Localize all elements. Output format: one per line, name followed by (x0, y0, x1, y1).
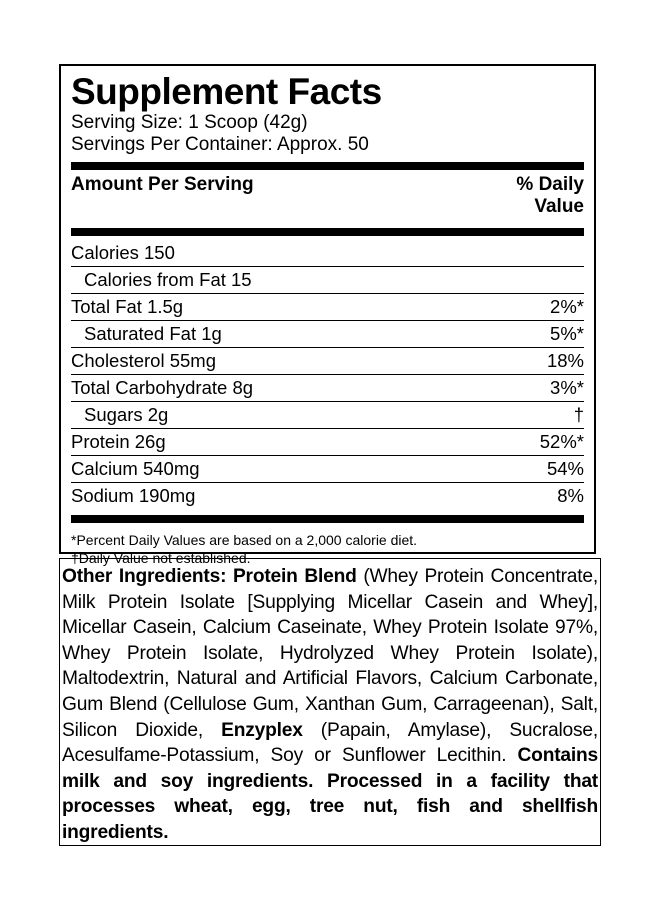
nutrient-label: Cholesterol 55mg (71, 350, 216, 371)
serving-size: Serving Size: 1 Scoop (42g) (71, 112, 308, 133)
ingredients-text-continued: (Papain, Amylase), Sucralose, Acesulfame-Potassium, Soy or Sunflower Lecithin. (62, 719, 598, 767)
nutrient-label: Sodium 190mg (71, 485, 196, 506)
nutrient-row-sugars (71, 402, 584, 429)
nutrient-row-calories (71, 240, 584, 267)
footnote-daily-values: *Percent Daily Values are based on a 2,000 calorie diet. (71, 532, 418, 548)
nutrient-label: Saturated Fat 1g (84, 323, 222, 344)
nutrient-row-calories-from-fat (71, 267, 584, 294)
other-ingredients-panel (59, 558, 601, 846)
nutrient-dv: 5%* (550, 323, 584, 344)
nutrient-dv: 3%* (550, 377, 584, 398)
ingredients-label: Other Ingredients: Protein Blend (62, 566, 357, 587)
nutrient-row-total-fat (71, 294, 584, 321)
nutrient-dv: 2%* (550, 296, 584, 317)
nutrient-label: Total Fat 1.5g (71, 296, 184, 317)
nutrient-row-protein (71, 429, 584, 456)
nutrient-label: Calories 150 (71, 242, 175, 263)
nutrient-label: Sugars 2g (84, 404, 169, 425)
nutrient-dv: 54% (546, 458, 584, 479)
amount-per-serving-header: Amount Per Serving (71, 174, 254, 195)
thick-divider-middle (71, 228, 584, 236)
facts-header-row (71, 174, 584, 222)
thick-divider-bottom (71, 515, 584, 523)
ingredients-text: (Whey Protein Concentrate, Milk Protein Isolate [Supplying Micellar Casein and Whey], Micellar Casein, Calcium Caseinate, Whey Protein Isolate 97%, Whey Protein Isolate, Hydrolyzed Whey Protein Isolate), Maltodextrin, Natural and Artificial Flavors, Calcium Carbonate, Gum Blend (Cellulose Gum, Xanthan Gum, Carrageenan), Salt, Silicon Dioxide, (62, 566, 598, 741)
enzyme-label: Enzyplex (221, 719, 303, 741)
nutrient-label: Calcium 540mg (71, 458, 200, 479)
daily-value-header-line2: Value (534, 196, 584, 217)
nutrient-dv: 8% (557, 485, 584, 506)
nutrient-dv: 52%* (539, 431, 584, 452)
nutrient-row-cholesterol (71, 348, 584, 375)
nutrient-row-calcium (71, 456, 584, 483)
allergen-statement: Contains milk and soy ingredients. Processed in a facility that processes wheat, egg, tree nut, fish and shellfish ingredients. (62, 745, 598, 843)
facts-title: Supplement Facts (71, 71, 382, 112)
daily-value-header (516, 174, 584, 218)
daily-value-header-line1: % Daily (516, 174, 584, 195)
nutrient-row-total-carbohydrate (71, 375, 584, 402)
nutrient-dv: † (573, 404, 584, 425)
servings-per-container: Servings Per Container: Approx. 50 (71, 134, 369, 155)
nutrient-dv: 18% (546, 350, 584, 371)
nutrient-label: Total Carbohydrate 8g (71, 377, 254, 398)
thick-divider-top (71, 162, 584, 170)
footnote-not-established: †Daily Value not established. (71, 550, 251, 566)
nutrient-row-saturated-fat (71, 321, 584, 348)
nutrient-label: Calories from Fat 15 (84, 269, 252, 290)
supplement-facts-panel (59, 64, 596, 566)
nutrient-label: Protein 26g (71, 431, 166, 452)
nutrient-row-sodium (71, 483, 584, 509)
